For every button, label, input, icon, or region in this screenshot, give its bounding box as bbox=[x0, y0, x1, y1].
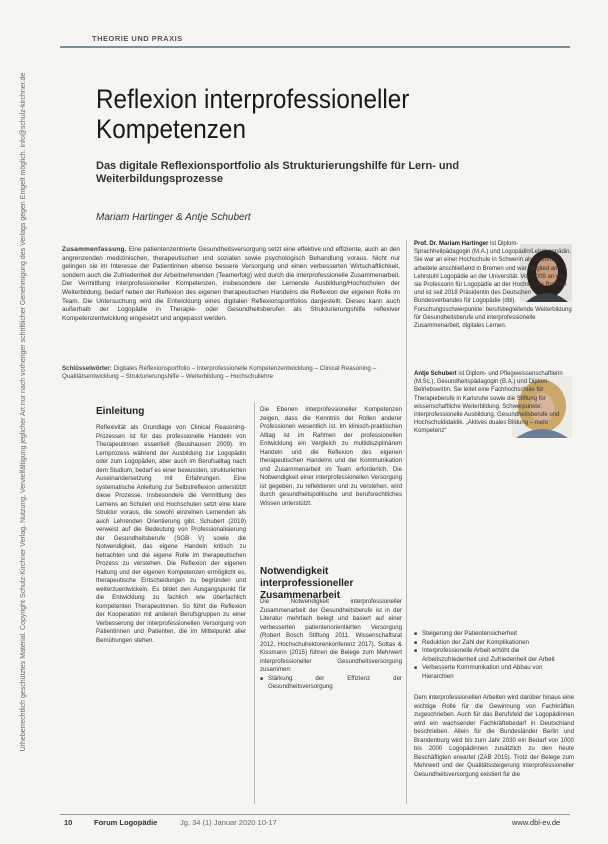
abstract-text: Eine patientenzentrierte Gesundheitsversorgung setzt eine effektive und effiziente, auch an den angrenzenden medizinischen, therapeutischen und sozialen sowie psychologisch Behandlung voraus. Nicht nur gelingen sie im Interesse der Patientinnen ebenso bessere Versorgung und einen verbesserten Wirtschaftlichkeit, sondern auch die Zufriedenheit der Arbeitnehmenden (Teamerfolg) wird durch die interprofessionelle Zusammenarbeit. Der Vermittlung interprofessioneller Kompetenzen, insbesondere der Lernende Ausbildung/Hochschulen der Weiterbildung, bedarf neben der Reflexion des eigenen therapeutischen Handelns die Reflexion der eigenen Rolle im Team. Die Untersuchung wird die Entwicklung eines digitalen Reflexionsportfolios dargestellt. Dieses kann auch außerhalb der Logopädie in Therapie- oder Gesundheitsberufen als Strukturierungshilfe reflexiver Kompetenzentwicklung eingesetzt und angepasst werden. bbox=[62, 246, 400, 322]
article-title: Reflexion interprofessioneller Kompetenzen bbox=[96, 84, 410, 144]
bio-name-hartinger: Prof. Dr. Mariam Hartinger bbox=[414, 241, 489, 247]
abstract-lead: Zusammenfassung. bbox=[62, 246, 127, 253]
list-item-text: Stärkung der Effizienz der Gesundheitsversorgung bbox=[268, 674, 402, 690]
bio-text-schubert: ist Diplom- und Pflegewissenschaftlerin (M.Sc.), Gesundheitspädagogin (B.A.) und Diplom-Betriebswirtin. Sie leitet eine Fachhochschule für Therapieberufe in Karlsruhe sowie die Stiftung für wissenschaftliche Weiterbildung. Schwerpunkte: interprofessionelle Ausbildung, Gesundheitsberufe und Hochschuldidaktik. „Aktives duales Bildung – mehr Kompetenz“ bbox=[414, 371, 563, 435]
list-item: ■ Stärkung der Effizienz der Gesundheitsversorgung bbox=[260, 674, 402, 690]
abstract bbox=[62, 246, 400, 323]
list-item: ■ Interprofessionelle Arbeit erhöht die Arbeitszufriedenheit und Zufriedenheit der Arbeit bbox=[414, 647, 574, 664]
bio-text-hartinger: ist Diplom-Sprachheilpädagogin (M.A.) und Logopädin/Lehrlogopädin. Sie war an einer Hochschule in Schwerin als Dozentin, arbeitete anschließend in Bremen und war Mitglied am Lehrstuhl Logopädie an der Universität. Von 2009 an war sie Professorin für Logopädie an der Hochschule Bremen und ist seit 2018 Präsidentin des Deutschen Bundesverbandes für Logopädie (dbl). Forschungsschwerpunkte: berufsbegleitende Weiterbildung für Gesundheitsberufe und interprofessionelle Zusammenarbeit, digitales Lernen. bbox=[414, 241, 572, 330]
body-paragraph: Reflexivität als Grundlage von Clinical Reasoning-Prozessen ist für das professionelle Handeln von Therapeutinnen essentiell (Beushausen 2009). Im Lernprozess während der Ausbildung zur Logopädin oder zum Logopäden, aber auch im Berufsalltag nach dem Studium, bedarf es einer bewussten, strukturierten Auseinandersetzung mit Erfahrungen. Eine systematische Anleitung zur Selbstreflexion unterstützt diese Prozesse. Insbesondere die Vermittlung des Lernens an Schulen und Hochschulen setzt eine klare Struktur voraus, die sowohl einzelnen Lernenden als auch Lehrenden Orientierung gibt. Schubert (2019) verweist auf die Bedeutung von Professionalisierung der Gesundheitsberufe (SGB V) sowie die Notwendigkeit, das eigene Handeln kritisch zu betrachten und die eigene Rolle im therapeutischen Prozess zu verstehen. Die Reflexion der eigenen Haltung und der eigenen Kompetenzen ermöglicht es, therapeutische Entscheidungen zu begründen und weiterzuentwickeln. Es bildet den Ausgangspunkt für die Entwicklung zu fachlich wie überfachlich kompetenten Therapeutinnen. So führt die Reflexion der Kooperation mit anderen Berufsgruppen zu einer Verbesserung der interprofessionellen Versorgung von Patientinnen und Patienten, die im Mittelpunkt aller Bemühungen stehen. bbox=[96, 424, 246, 644]
column-divider bbox=[254, 402, 255, 804]
heading-einleitung: Einleitung bbox=[96, 406, 145, 417]
journal-issue: Jg. 34 (1) Januar 2020 10-17 bbox=[180, 818, 277, 827]
body-paragraph: Die Ebenen interprofessioneller Kompetenzen zeigen, dass die Kenntnis der Rollen anderer Professionen wesentlich ist. Im klinisch-praktischen Alltag ist im Rahmen der professionellen Entwicklung ein Vergleich zu multidisziplinärem Handeln und die Reflexion des eigenen therapeutischen Handelns und der Kommunikation und Zusammenarbeit im Team erforderlich. Die Notwendigkeit einer interprofessionellen Versorgung ist gegeben, zu reflektieren und zu verstehen, wird durch gesundheitspolitische und berufsrechtliches Wissen unterstützt. bbox=[260, 406, 402, 507]
heading-notwendigkeit: Notwendigkeit interprofessioneller Zusammenarbeit bbox=[260, 566, 354, 601]
body-paragraph: Die Notwendigkeit interprofessioneller Zusammenarbeit der Gesundheitsberufe ist in der Literatur mehrfach belegt und basiert auf einer verbesserten patientenorientierten Versorgung (Robert Bosch Stiftung 2011, Wissenschaftsrat 2012, Hochschulrektorenkonferenz 2017). Sottas & Kissmann (2015) führen die Belege zum Mehrwert interprofessioneller Gesundheitsversorgung zusammen: bbox=[260, 598, 402, 673]
page-number: 10 bbox=[64, 818, 73, 827]
journal-url: www.dbl-ev.de bbox=[512, 818, 561, 827]
list-item: ■ Verbesserte Kommunikation und Abbau von Hierarchien bbox=[414, 664, 574, 681]
keywords-text: Digitales Reflexionsportfolio – Interprofessionelle Kompetenzentwicklung – Clinical Reasoning – Qualitätsentwicklung – Strukturierungshilfe – Weiterbildung – Hochschullehre bbox=[62, 365, 377, 381]
list-item: ■ Reduktion der Zahl der Komplikationen bbox=[414, 639, 574, 648]
article-authors: Mariam Hartinger & Antje Schubert bbox=[96, 212, 251, 223]
keywords-lead: Schlüsselwörter: bbox=[62, 365, 112, 372]
footer-rule bbox=[60, 814, 570, 815]
body-column-2a bbox=[260, 406, 402, 508]
list-item: ■ Steigerung der Patientensicherheit bbox=[414, 630, 574, 639]
keywords bbox=[62, 365, 400, 382]
section-label: THEORIE UND PRAXIS bbox=[92, 34, 183, 43]
copyright-side-notice: Urheberrechtlich geschütztes Material. Copyright Schulz-Kirchner Verlag. Nutzung, Vervielfältigung jeglicher Art nur nach vorheriger schriftlicher Genehmigung des Verlags gegen Entgelt möglich. info@schulz-kirchner.de bbox=[20, 72, 27, 752]
bio-name-schubert: Antje Schubert bbox=[414, 371, 457, 377]
author-bio-schubert bbox=[414, 370, 574, 436]
body-column-3 bbox=[414, 694, 574, 806]
header-rule bbox=[60, 46, 570, 48]
body-column-2b bbox=[260, 598, 402, 788]
author-bio-hartinger bbox=[414, 240, 574, 330]
journal-name: Forum Logopädie bbox=[94, 818, 158, 827]
article-subtitle: Das digitale Reflexionsportfolio als Strukturierungshilfe für Lern- und Weiterbildungsprozesse bbox=[96, 160, 460, 185]
body-paragraph: Dem interprofessionellen Arbeiten wird darüber hinaus eine wichtige Rolle für die Gewinnung von Fachkräften zugeschrieben. Auch für das Berufsfeld der Logopädinnen wird ein wachsender Fachkräftebedarf in Deutschland beschrieben. Allein für die Bundesländer Berlin und Brandenburg wird bis zum Jahr 2030 ein Bedarf von 1000 bis 2000 Logopädinnen zusätzlich zu den heute Beschäftigten erwartet (ZAB 2015). Trotz der Belege zum Mehrwert und der Qualitätssteigerung interprofessioneller Gesundheitsversorgung existiert für die bbox=[414, 694, 574, 778]
column-divider bbox=[406, 240, 407, 804]
body-column-1 bbox=[96, 424, 246, 804]
benefit-list bbox=[414, 630, 574, 682]
